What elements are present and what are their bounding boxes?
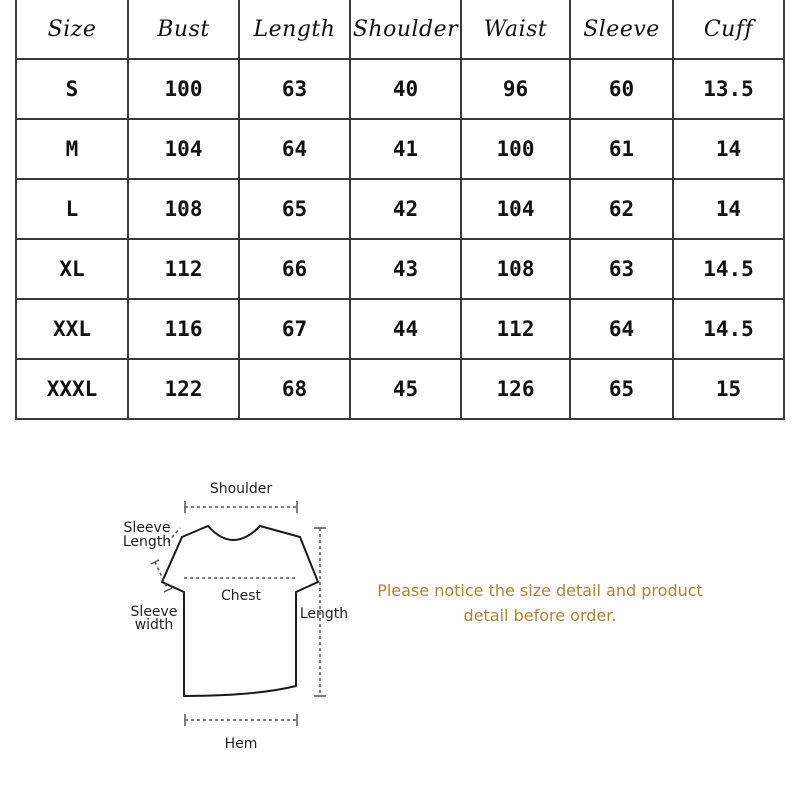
sleeve-length-label-line1: Sleeve <box>123 520 171 536</box>
table-cell: 65 <box>239 179 350 239</box>
table-cell: 41 <box>350 119 461 179</box>
table-row <box>16 299 784 359</box>
sleeve-width-label-line2: width <box>134 617 174 633</box>
table-header-row <box>16 0 784 59</box>
table-cell: 14.5 <box>673 299 784 359</box>
header-sleeve: Sleeve <box>570 0 673 59</box>
table-cell: 64 <box>570 299 673 359</box>
table-cell: 104 <box>128 119 239 179</box>
table-cell: 108 <box>461 239 570 299</box>
table-cell: 61 <box>570 119 673 179</box>
table-cell: XXL <box>16 299 128 359</box>
header-length: Length <box>239 0 350 59</box>
table-row <box>16 239 784 299</box>
table-cell: 14 <box>673 119 784 179</box>
sleeve-length-label-line2: Length <box>122 534 172 550</box>
table-row <box>16 179 784 239</box>
sleeve-width-label-line1: Sleeve <box>130 604 178 620</box>
hem-label: Hem <box>224 736 258 752</box>
table-cell: 65 <box>570 359 673 419</box>
header-bust: Bust <box>128 0 239 59</box>
header-shoulder: Shoulder <box>350 0 461 59</box>
table-cell: 62 <box>570 179 673 239</box>
table-cell: 64 <box>239 119 350 179</box>
table-cell: 14 <box>673 179 784 239</box>
header-waist: Waist <box>461 0 570 59</box>
table-cell: M <box>16 119 128 179</box>
hem-measure <box>185 714 297 726</box>
shoulder-label: Shoulder <box>209 481 273 497</box>
table-cell: S <box>16 59 128 119</box>
table-cell: L <box>16 179 128 239</box>
table-cell: 44 <box>350 299 461 359</box>
table-cell: 122 <box>128 359 239 419</box>
table-cell: 112 <box>461 299 570 359</box>
table-cell: 63 <box>239 59 350 119</box>
table-cell: 13.5 <box>673 59 784 119</box>
table-cell: 96 <box>461 59 570 119</box>
table-cell: 14.5 <box>673 239 784 299</box>
table-cell: 112 <box>128 239 239 299</box>
table-cell: 68 <box>239 359 350 419</box>
table-cell: 104 <box>461 179 570 239</box>
size-notice-text: Please notice the size detail and product detail before order. <box>377 581 703 625</box>
table-cell: 43 <box>350 239 461 299</box>
table-cell: 45 <box>350 359 461 419</box>
tshirt-outline-icon <box>162 526 318 696</box>
chest-label: Chest <box>220 588 262 604</box>
table-cell: 42 <box>350 179 461 239</box>
table-cell: 67 <box>239 299 350 359</box>
table-row <box>16 119 784 179</box>
table-cell: 66 <box>239 239 350 299</box>
table-row <box>16 359 784 419</box>
table-cell: 40 <box>350 59 461 119</box>
header-size: Size <box>16 0 128 59</box>
table-cell: 126 <box>461 359 570 419</box>
table-cell: 63 <box>570 239 673 299</box>
table-cell: XL <box>16 239 128 299</box>
table-cell: XXXL <box>16 359 128 419</box>
size-table <box>15 0 785 420</box>
table-cell: 100 <box>461 119 570 179</box>
tshirt-measurement-diagram <box>110 470 370 760</box>
table-cell: 108 <box>128 179 239 239</box>
table-cell: 100 <box>128 59 239 119</box>
shoulder-measure <box>185 501 297 513</box>
table-cell: 116 <box>128 299 239 359</box>
table-row <box>16 59 784 119</box>
header-cuff: Cuff <box>673 0 784 59</box>
table-cell: 15 <box>673 359 784 419</box>
length-label: Length <box>299 606 349 622</box>
table-cell: 60 <box>570 59 673 119</box>
